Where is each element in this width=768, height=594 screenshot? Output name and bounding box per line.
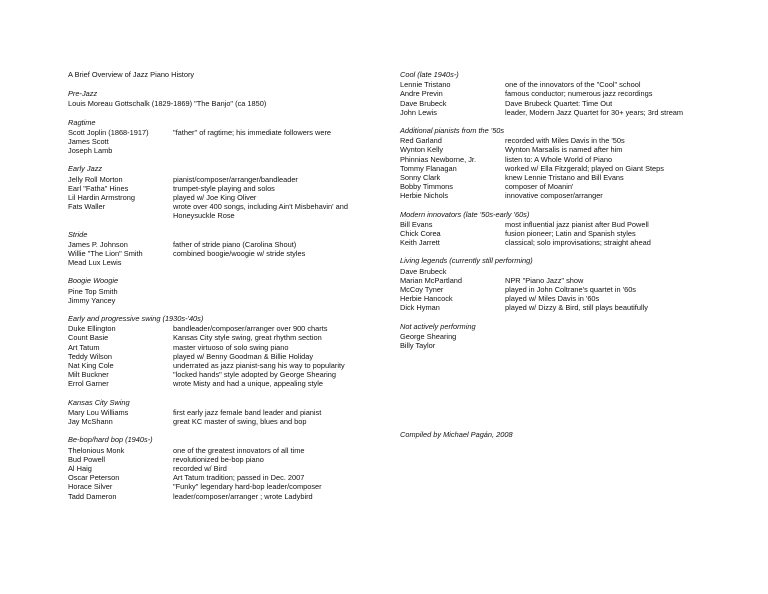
section-heading: Cool (late 1940s-) <box>400 70 459 79</box>
pianist-name: Herbie Nichols <box>400 191 449 201</box>
list-item <box>68 408 368 417</box>
right-sections <box>400 70 730 350</box>
list-item <box>400 229 730 238</box>
list-item <box>400 303 730 312</box>
pianist-description: composer of Moanin' <box>505 182 574 192</box>
pianist-name: Jimmy Yancey <box>68 295 116 305</box>
list-item <box>68 249 368 258</box>
section-heading: Boogie Woogie <box>68 276 119 286</box>
document-title: A Brief Overview of Jazz Piano History <box>68 70 195 79</box>
list-item <box>68 193 368 202</box>
section-heading: Not actively performing <box>400 321 476 331</box>
pianist-description <box>173 137 368 146</box>
pianist-name: Bobby Timmons <box>400 182 453 192</box>
section-heading: Modern innovators (late '50s-early '60s) <box>400 209 530 219</box>
list-item <box>400 136 730 145</box>
pianist-name: Earl "Fatha" Hines <box>68 183 129 193</box>
section-heading: Pre-Jazz <box>68 89 98 99</box>
section-heading: Additional pianists from the '50s <box>400 126 505 136</box>
left-column <box>68 70 368 510</box>
pianist-description: great KC master of swing, blues and bop <box>173 417 307 427</box>
list-item <box>68 379 368 388</box>
pianist-description: played w/ Joe King Oliver <box>173 193 257 203</box>
list-item <box>68 202 368 220</box>
list-item <box>68 333 368 342</box>
pianist-name: Nat King Cole <box>68 361 114 371</box>
pianist-name: Art Tatum <box>68 342 100 352</box>
list-item <box>400 108 730 117</box>
section-heading: Stride <box>68 229 88 239</box>
list-item <box>68 146 368 155</box>
section-not-actively-performing <box>400 322 730 351</box>
list-item <box>68 492 368 501</box>
pianist-name: Mary Lou Williams <box>68 407 129 417</box>
pianist-description: Wynton Marsalis is named after him <box>505 145 623 155</box>
list-item <box>400 145 730 154</box>
pianist-description: innovative composer/arranger <box>505 191 603 201</box>
pianist-name: Lennie Tristano <box>400 80 451 90</box>
pianist-description: most influential jazz pianist after Bud Powell <box>505 219 649 229</box>
pianist-description: trumpet-style playing and solos <box>173 183 275 193</box>
list-item <box>68 417 368 426</box>
pianist-name: Fats Waller <box>68 202 106 212</box>
list-item <box>68 455 368 464</box>
pianist-description: wrote Misty and had a unique, appealing style <box>173 379 323 389</box>
section-heading: Kansas City Swing <box>68 397 130 407</box>
list-item <box>68 352 368 361</box>
pianist-description: knew Lennie Tristano and Bill Evans <box>505 173 624 183</box>
pianist-description <box>505 341 730 350</box>
pianist-name: Duke Ellington <box>68 324 116 334</box>
pianist-description: first early jazz female band leader and pianist <box>173 407 322 417</box>
section-heading: Early and progressive swing (1930s-'40s) <box>68 314 204 324</box>
pianist-description: bandleader/composer/arranger over 900 charts <box>173 324 328 334</box>
pianist-name: Andre Previn <box>400 89 443 99</box>
pianist-name: Herbie Hancock <box>400 294 453 304</box>
pianist-description: played w/ Benny Goodman & Billie Holiday <box>173 351 314 361</box>
pianist-name: Wynton Kelly <box>400 145 444 155</box>
list-item <box>400 191 730 200</box>
pianist-name: Dick Hyman <box>400 303 440 313</box>
section-early-jazz <box>68 164 368 220</box>
list-item <box>68 324 368 333</box>
pianist-name: Jay McShann <box>68 417 113 427</box>
list-item <box>400 173 730 182</box>
list-item <box>400 332 730 341</box>
pianist-name: Joseph Lamb <box>68 146 113 156</box>
section-early-and-progressive-swing-1930s-40s <box>68 314 368 389</box>
pianist-description: listen to: A Whole World of Piano <box>505 154 613 164</box>
pianist-description: father of stride piano (Carolina Shout) <box>173 239 297 249</box>
pianist-description: underrated as jazz pianist-sang his way to popularity <box>173 361 345 371</box>
pianist-description: wrote over 400 songs, including Ain't Misbehavin' and Honeysuckle Rose <box>173 202 348 221</box>
section-ragtime <box>68 118 368 156</box>
list-item <box>400 80 730 89</box>
pianist-description: master virtuoso of solo swing piano <box>173 342 289 352</box>
pianist-description: pianist/composer/arranger/bandleader <box>173 174 298 184</box>
pianist-name: John Lewis <box>400 107 437 117</box>
pianist-name: Red Garland <box>400 136 442 146</box>
list-item <box>400 341 730 350</box>
pianist-name: Errol Garner <box>68 379 109 389</box>
list-item <box>68 137 368 146</box>
right-column <box>400 70 730 359</box>
list-item <box>400 89 730 98</box>
section-be-bop-hard-bop-1940s <box>68 435 368 500</box>
list-item <box>68 473 368 482</box>
pianist-description: "locked hands" style adopted by George Shearing <box>173 370 337 380</box>
pianist-description <box>173 258 368 267</box>
pianist-name: Milt Buckner <box>68 370 109 380</box>
pianist-name: Dave Brubeck <box>400 266 447 276</box>
pianist-description: played w/ Miles Davis in '60s <box>505 294 600 304</box>
list-item: Louis Moreau Gottschalk (1829-1869) "The Banjo" (ca 1850) <box>68 99 267 109</box>
left-sections <box>68 89 368 501</box>
pianist-name: Willie "The Lion" Smith <box>68 249 143 259</box>
list-item <box>68 184 368 193</box>
pianist-name: Scott Joplin (1868-1917) <box>68 127 149 137</box>
list-item <box>68 464 368 473</box>
pianist-description: Kansas City style swing, great rhythm section <box>173 333 322 343</box>
section-modern-innovators-late-50s-early-60s <box>400 210 730 248</box>
list-item <box>68 258 368 267</box>
list-item <box>400 294 730 303</box>
pianist-description: recorded w/ Bird <box>173 463 227 473</box>
list-item <box>400 220 730 229</box>
pianist-name: Thelonious Monk <box>68 445 125 455</box>
section-additional-pianists-from-the-50s <box>400 126 730 201</box>
pianist-description: fusion pioneer; Latin and Spanish styles <box>505 229 636 239</box>
pianist-description: revolutionized be-bop piano <box>173 454 264 464</box>
list-item <box>68 296 368 305</box>
pianist-name: Oscar Peterson <box>68 473 120 483</box>
pianist-name: Al Haig <box>68 463 92 473</box>
list-item <box>68 240 368 249</box>
pianist-description <box>505 332 730 341</box>
list-item <box>400 276 730 285</box>
pianist-name: Billy Taylor <box>400 341 436 351</box>
pianist-name: Jelly Roll Morton <box>68 174 123 184</box>
list-item <box>400 99 730 108</box>
pianist-description: one of the innovators of the "Cool" school <box>505 80 641 90</box>
pianist-name: Pine Top Smith <box>68 286 118 296</box>
section-boogie-woogie <box>68 276 368 305</box>
section-stride <box>68 230 368 268</box>
pianist-name: Dave Brubeck <box>400 98 447 108</box>
list-item <box>400 182 730 191</box>
section-cool-late-1940s <box>400 70 730 117</box>
list-item <box>400 164 730 173</box>
pianist-description: played w/ Dizzy & Bird, still plays beautifully <box>505 303 648 313</box>
pianist-description <box>173 146 368 155</box>
pianist-name: Chick Corea <box>400 229 441 239</box>
pianist-description: classical; solo improvisations; straight ahead <box>505 238 651 248</box>
pianist-description: worked w/ Ella Fitzgerald; played on Giant Steps <box>505 163 664 173</box>
pianist-description: recorded with Miles Davis in the '50s <box>505 136 625 146</box>
pianist-description: "Funky" legendary hard-bop leader/composer <box>173 482 322 492</box>
pianist-description: leader/composer/arranger ; wrote Ladybird <box>173 491 313 501</box>
list-item <box>400 285 730 294</box>
pianist-name: James Scott <box>68 137 109 147</box>
pianist-name: Teddy Wilson <box>68 351 112 361</box>
pianist-name: Count Basie <box>68 333 109 343</box>
list-item <box>68 370 368 379</box>
pianist-description: combined boogie/woogie w/ stride styles <box>173 249 306 259</box>
list-item <box>68 175 368 184</box>
list-item <box>400 155 730 164</box>
pianist-name: Phinnias Newborne, Jr. <box>400 154 476 164</box>
list-item <box>68 128 368 137</box>
list-item <box>68 482 368 491</box>
pianist-description: Dave Brubeck Quartet: Time Out <box>505 98 613 108</box>
list-item <box>400 267 730 276</box>
section-living-legends-currently-still-performing <box>400 256 730 312</box>
pianist-name: George Shearing <box>400 331 457 341</box>
pianist-name: Bill Evans <box>400 219 433 229</box>
pianist-name: Sonny Clark <box>400 173 441 183</box>
pianist-description: "father" of ragtime; his immediate followers were <box>173 127 332 137</box>
pianist-name: McCoy Tyner <box>400 285 444 295</box>
pianist-description: NPR "Piano Jazz" show <box>505 275 584 285</box>
list-item <box>68 361 368 370</box>
pianist-name: Marian McPartland <box>400 275 463 285</box>
pianist-description: famous conductor; numerous jazz recordings <box>505 89 653 99</box>
list-item <box>68 287 368 296</box>
pianist-description: Art Tatum tradition; passed in Dec. 2007 <box>173 473 305 483</box>
list-item <box>68 343 368 352</box>
pianist-description: played in John Coltrane's quartet in '60s <box>505 285 637 295</box>
credit-line: Compiled by Michael Pagán, 2008 <box>400 430 513 439</box>
pianist-description: leader, Modern Jazz Quartet for 30+ years; 3rd stream <box>505 107 684 117</box>
section-heading: Living legends (currently still performing) <box>400 256 533 266</box>
pianist-description <box>505 267 730 276</box>
pianist-name: Keith Jarrett <box>400 238 440 248</box>
pianist-name: Horace Silver <box>68 482 113 492</box>
pianist-name: Bud Powell <box>68 454 105 464</box>
pianist-name: James P. Johnson <box>68 239 128 249</box>
pianist-name: Lil Hardin Armstrong <box>68 193 135 203</box>
pianist-name: Tadd Dameron <box>68 491 117 501</box>
pianist-name: Mead Lux Lewis <box>68 258 122 268</box>
pianist-description <box>173 287 368 296</box>
pianist-name: Tommy Flanagan <box>400 163 457 173</box>
section-pre-jazz <box>68 89 368 108</box>
section-heading: Be-bop/hard bop (1940s-) <box>68 435 153 445</box>
section-heading: Early Jazz <box>68 164 103 174</box>
list-item <box>400 238 730 247</box>
list-item <box>68 446 368 455</box>
section-kansas-city-swing <box>68 398 368 427</box>
section-heading: Ragtime <box>68 117 96 127</box>
pianist-description <box>173 296 368 305</box>
pianist-description: one of the greatest innovators of all time <box>173 445 305 455</box>
